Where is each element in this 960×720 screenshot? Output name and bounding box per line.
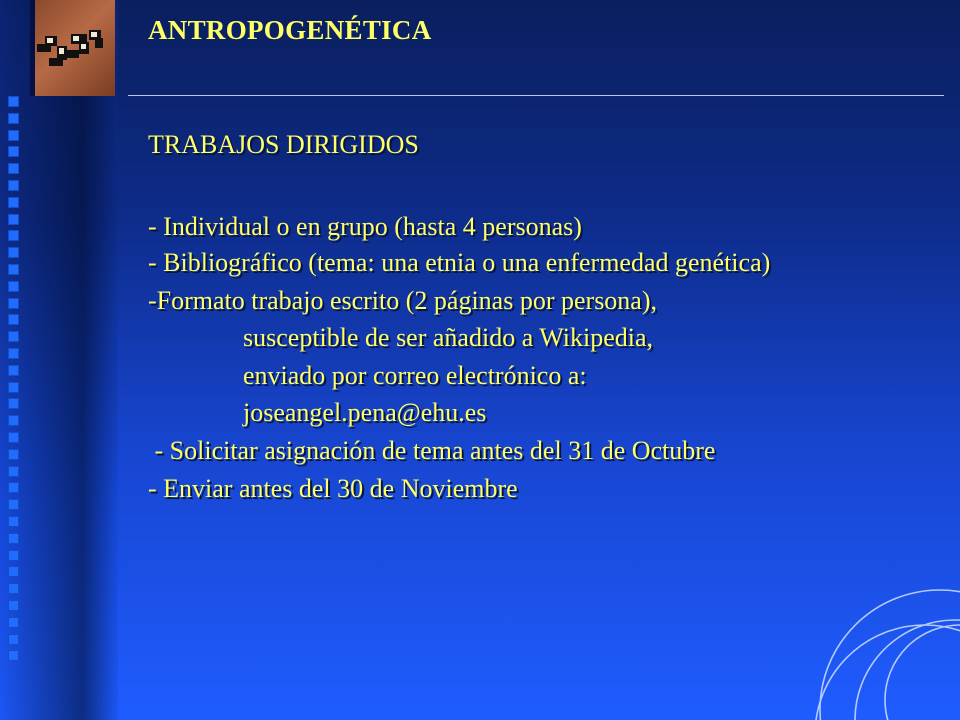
- decorative-circles: [760, 560, 960, 720]
- deco-square: [8, 163, 19, 174]
- bullet-line: - Enviar antes del 30 de Noviembre: [148, 474, 518, 503]
- header-divider: [128, 95, 944, 96]
- bullet-line: - Individual o en grupo (hasta 4 personas): [148, 212, 582, 241]
- square-bullet-column: [8, 96, 22, 676]
- deco-square: [8, 331, 19, 342]
- deco-square: [8, 247, 19, 258]
- deco-square: [8, 281, 19, 292]
- deco-square: [8, 264, 19, 275]
- deco-square: [8, 449, 19, 460]
- deco-square: [8, 482, 19, 493]
- deco-square: [8, 650, 19, 661]
- deco-square: [8, 214, 19, 225]
- deco-square: [8, 298, 19, 309]
- deco-square: [8, 432, 19, 443]
- deco-square: [8, 180, 19, 191]
- deco-square: [8, 533, 19, 544]
- bullet-line: - Bibliográfico (tema: una etnia o una enfermedad genética): [148, 248, 771, 277]
- deco-square: [8, 466, 19, 477]
- deco-square: [8, 113, 19, 124]
- bullet-line: - Solicitar asignación de tema antes del 31 de Octubre: [148, 436, 716, 465]
- deco-square: [8, 583, 19, 594]
- university-logo: [35, 0, 115, 96]
- deco-square: [8, 600, 19, 611]
- bullet-continuation: enviado por correo electrónico a:: [243, 361, 587, 390]
- deco-square: [8, 499, 19, 510]
- course-title: ANTROPOGENÉTICA: [148, 15, 432, 45]
- deco-square: [8, 365, 19, 376]
- deco-square: [8, 516, 19, 527]
- email-address: joseangel.pena@ehu.es: [243, 398, 487, 427]
- deco-square: [8, 634, 19, 645]
- deco-square: [8, 382, 19, 393]
- deco-square: [8, 617, 19, 628]
- university-emblem-icon: [35, 0, 115, 96]
- section-title: TRABAJOS DIRIGIDOS: [148, 130, 419, 159]
- deco-square: [8, 314, 19, 325]
- bullet-continuation: susceptible de ser añadido a Wikipedia,: [243, 323, 654, 352]
- bullet-line: -Formato trabajo escrito (2 páginas por persona),: [148, 286, 658, 315]
- deco-square: [8, 146, 19, 157]
- deco-square: [8, 130, 19, 141]
- deco-square: [8, 566, 19, 577]
- deco-square: [8, 197, 19, 208]
- deco-square: [8, 96, 19, 107]
- deco-square: [8, 398, 19, 409]
- deco-square: [8, 415, 19, 426]
- deco-square: [8, 230, 19, 241]
- deco-square: [8, 550, 19, 561]
- deco-square: [8, 348, 19, 359]
